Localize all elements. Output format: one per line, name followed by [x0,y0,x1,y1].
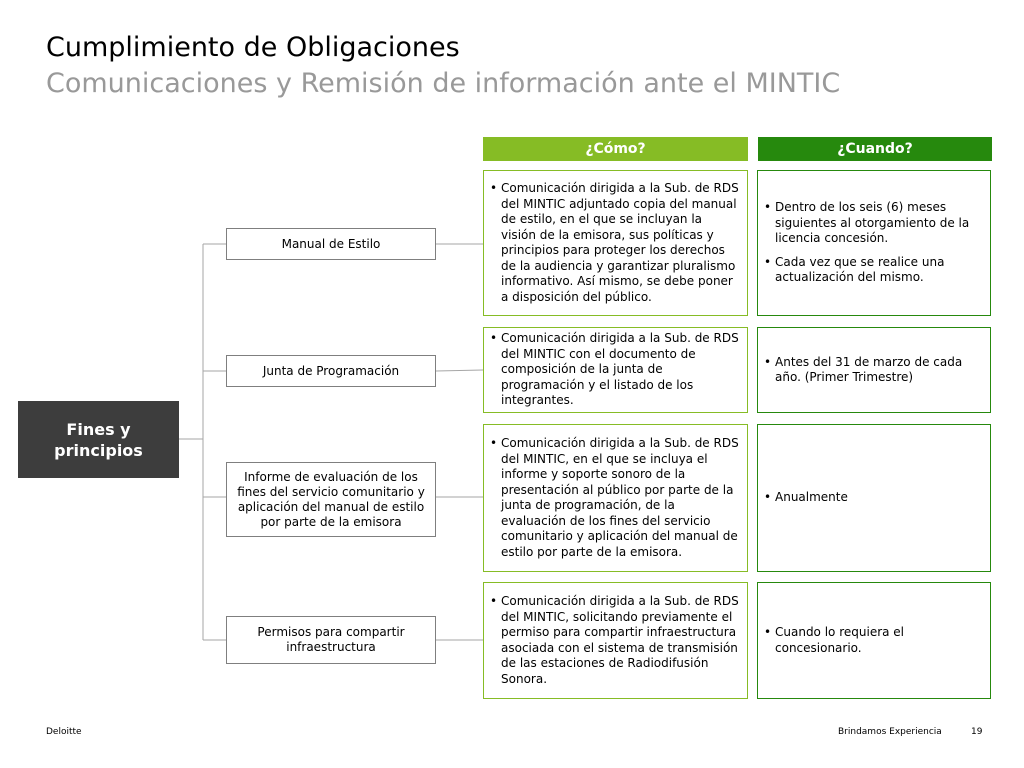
node-label: Junta de Programación [262,363,400,378]
when-box-informe [757,424,991,572]
how-box-informe [483,424,748,572]
how-box-junta [483,327,748,413]
column-header-when: ¿Cuando? [758,137,992,161]
node-informe-evaluacion [226,462,436,537]
page-title: Cumplimiento de Obligaciones [46,32,460,63]
page-number: 19 [971,727,983,737]
when-box-permisos [757,582,991,699]
node-label: Manual de Estilo [281,236,381,251]
when-box-junta [757,327,991,413]
footer-brand: Deloitte [46,727,82,737]
page-subtitle: Comunicaciones y Remisión de información ante el MINTIC [46,68,841,99]
how-box-manual [483,170,748,316]
root-label: Fines y principios [54,419,143,460]
node-label: Informe de evaluación de los fines del servicio comunitario y aplicación del manual de estilo por parte de la emisora [237,469,425,529]
how-bullet: • Comunicación dirigida a la Sub. de RDS del MINTIC adjuntado copia del manual de estilo, en el que se incluyan la visión de la emisora, sus políticas y principios para proteger los derechos de la audiencia y garantizar pluralismo informativo. Así mismo, se debe poner a disposición del público. [490,181,739,305]
how-bullet: • Comunicación dirigida a la Sub. de RDS del MINTIC con el documento de composición de la junta de programación y el listado de los integrantes. [490,331,739,409]
node-label: Permisos para compartir infraestructura [257,625,405,654]
node-junta-de-programacion [226,355,436,387]
when-box-manual [757,170,991,316]
when-bullet: • Dentro de los seis (6) meses siguientes al otorgamiento de la licencia concesión. [764,200,982,247]
when-bullet: • Anualmente [764,490,982,506]
when-bullet: • Cada vez que se realice una actualización del mismo. [764,255,982,286]
how-bullet: • Comunicación dirigida a la Sub. de RDS del MINTIC, en el que se incluya el informe y soporte sonoro de la presentación al público por parte de la junta de programación, de la evaluación de los fines del servicio comunitario y aplicación del manual de estilo por parte de la emisora. [490,436,739,560]
column-header-how: ¿Cómo? [483,137,748,161]
node-permisos-infraestructura [226,616,436,664]
how-box-permisos [483,582,748,699]
node-manual-de-estilo [226,228,436,260]
root-node [18,401,179,478]
how-bullet: • Comunicación dirigida a la Sub. de RDS del MINTIC, solicitando previamente el permiso para compartir infraestructura asociada con el sistema de transmisión de las estaciones de Radiodifusión Sonora. [490,594,739,687]
when-bullet: • Cuando lo requiera el concesionario. [764,625,982,656]
footer-tagline: Brindamos Experiencia [838,727,942,737]
when-bullet: • Antes del 31 de marzo de cada año. (Primer Trimestre) [764,355,982,386]
